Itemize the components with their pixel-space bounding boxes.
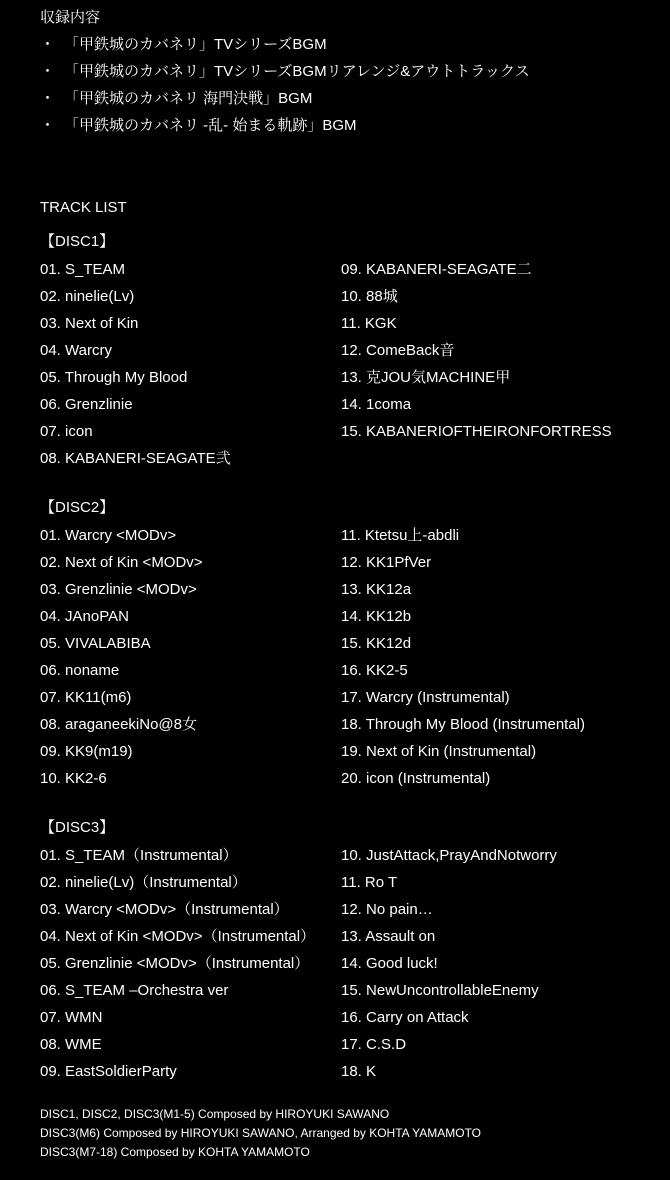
track-item: 07. KK11(m6) — [40, 689, 132, 706]
disc1-heading: 【DISC1】 — [40, 233, 115, 250]
contents-item — [40, 35, 530, 62]
track-item: 03. Warcry <MODv>（Instrumental） — [40, 901, 289, 918]
track-item: 10. 88城 — [341, 288, 398, 305]
contents-heading: 収録内容 — [40, 9, 101, 26]
track-item: 18. Through My Blood (Instrumental) — [341, 716, 586, 733]
track-item: 16. Carry on Attack — [341, 1009, 469, 1026]
track-item: 16. KK2-5 — [341, 662, 408, 679]
contents-list — [40, 35, 530, 143]
contents-item — [40, 116, 530, 143]
track-item: 13. 克JOU気MACHINE甲 — [341, 369, 511, 386]
track-item: 06. S_TEAM –Orchestra ver — [40, 982, 229, 999]
track-item: 11. Ro T — [341, 874, 398, 891]
track-item: 12. No pain… — [341, 901, 433, 918]
track-item: 02. ninelie(Lv)（Instrumental） — [40, 874, 247, 891]
contents-item-text: 「甲鉄城のカバネリ 海門決戦」BGM — [64, 90, 313, 107]
disc1-left-column — [40, 260, 231, 476]
track-item: 02. Next of Kin <MODv> — [40, 554, 203, 571]
track-item: 08. araganeekiNo@8女 — [40, 716, 197, 733]
contents-item-text: 「甲鉄城のカバネリ」TVシリーズBGMリアレンジ&アウトトラックス — [64, 63, 530, 80]
track-item: 12. ComeBack音 — [341, 342, 455, 359]
track-item: 04. Next of Kin <MODv>（Instrumental） — [40, 928, 316, 945]
tracklist-heading: TRACK LIST — [40, 199, 127, 216]
track-item: 09. KK9(m19) — [40, 743, 133, 760]
track-item: 08. KABANERI-SEAGATE弐 — [40, 450, 231, 467]
disc3-right-column — [341, 846, 557, 1089]
track-item: 18. K — [341, 1063, 377, 1080]
track-item: 17. Warcry (Instrumental) — [341, 689, 510, 706]
track-item: 11. Ktetsu上-abdli — [341, 527, 460, 544]
credit-line: DISC3(M6) Composed by HIROYUKI SAWANO, Arranged by KOHTA YAMAMOTO — [40, 1126, 482, 1140]
track-item: 05. VIVALABIBA — [40, 635, 151, 652]
track-item: 10. KK2-6 — [40, 770, 107, 787]
track-item: 14. 1coma — [341, 396, 412, 413]
track-item: 13. Assault on — [341, 928, 436, 945]
track-item: 19. Next of Kin (Instrumental) — [341, 743, 537, 760]
disc2-left-column — [40, 526, 203, 796]
track-item: 01. Warcry <MODv> — [40, 527, 177, 544]
credit-line: DISC3(M7-18) Composed by KOHTA YAMAMOTO — [40, 1145, 310, 1159]
track-item: 14. Good luck! — [341, 955, 438, 972]
track-item: 01. S_TEAM — [40, 261, 126, 278]
track-item: 15. KABANERIOFTHEIRONFORTRESS — [341, 423, 612, 440]
bullet-icon: ・ — [40, 36, 56, 53]
disc1-right-column — [341, 260, 612, 449]
contents-item-text: 「甲鉄城のカバネリ -乱- 始まる軌跡」BGM — [64, 117, 357, 134]
track-item: 15. NewUncontrollableEnemy — [341, 982, 539, 999]
contents-item — [40, 89, 530, 116]
track-item: 15. KK12d — [341, 635, 412, 652]
track-item: 05. Through My Blood — [40, 369, 188, 386]
disc2-right-column — [341, 526, 585, 796]
track-item: 06. noname — [40, 662, 120, 679]
bullet-icon: ・ — [40, 63, 56, 80]
track-item: 12. KK1PfVer — [341, 554, 432, 571]
track-item: 09. EastSoldierParty — [40, 1063, 177, 1080]
track-item: 13. KK12a — [341, 581, 412, 598]
track-item: 05. Grenzlinie <MODv>（Instrumental） — [40, 955, 310, 972]
track-item: 04. Warcry — [40, 342, 112, 359]
track-item: 04. JAnoPAN — [40, 608, 129, 625]
bullet-icon: ・ — [40, 90, 56, 107]
contents-item-text: 「甲鉄城のカバネリ」TVシリーズBGM — [64, 36, 327, 53]
track-item: 08. WME — [40, 1036, 102, 1053]
track-item: 17. C.S.D — [341, 1036, 407, 1053]
disc3-left-column — [40, 846, 315, 1089]
track-item: 06. Grenzlinie — [40, 396, 133, 413]
track-item: 02. ninelie(Lv) — [40, 288, 135, 305]
track-item: 03. Next of Kin — [40, 315, 139, 332]
track-item: 10. JustAttack,PrayAndNotworry — [341, 847, 557, 864]
track-item: 14. KK12b — [341, 608, 412, 625]
track-item: 20. icon (Instrumental) — [341, 770, 491, 787]
disc2-heading: 【DISC2】 — [40, 499, 115, 516]
track-item: 07. WMN — [40, 1009, 103, 1026]
credit-line: DISC1, DISC2, DISC3(M1-5) Composed by HIROYUKI SAWANO — [40, 1107, 390, 1121]
track-item: 11. KGK — [341, 315, 397, 332]
track-item: 01. S_TEAM（Instrumental） — [40, 847, 238, 864]
track-item: 07. icon — [40, 423, 93, 440]
bullet-icon: ・ — [40, 117, 56, 134]
credits — [40, 1105, 481, 1162]
contents-item — [40, 62, 530, 89]
track-item: 09. KABANERI-SEAGATE二 — [341, 261, 532, 278]
disc3-heading: 【DISC3】 — [40, 819, 115, 836]
track-item: 03. Grenzlinie <MODv> — [40, 581, 197, 598]
